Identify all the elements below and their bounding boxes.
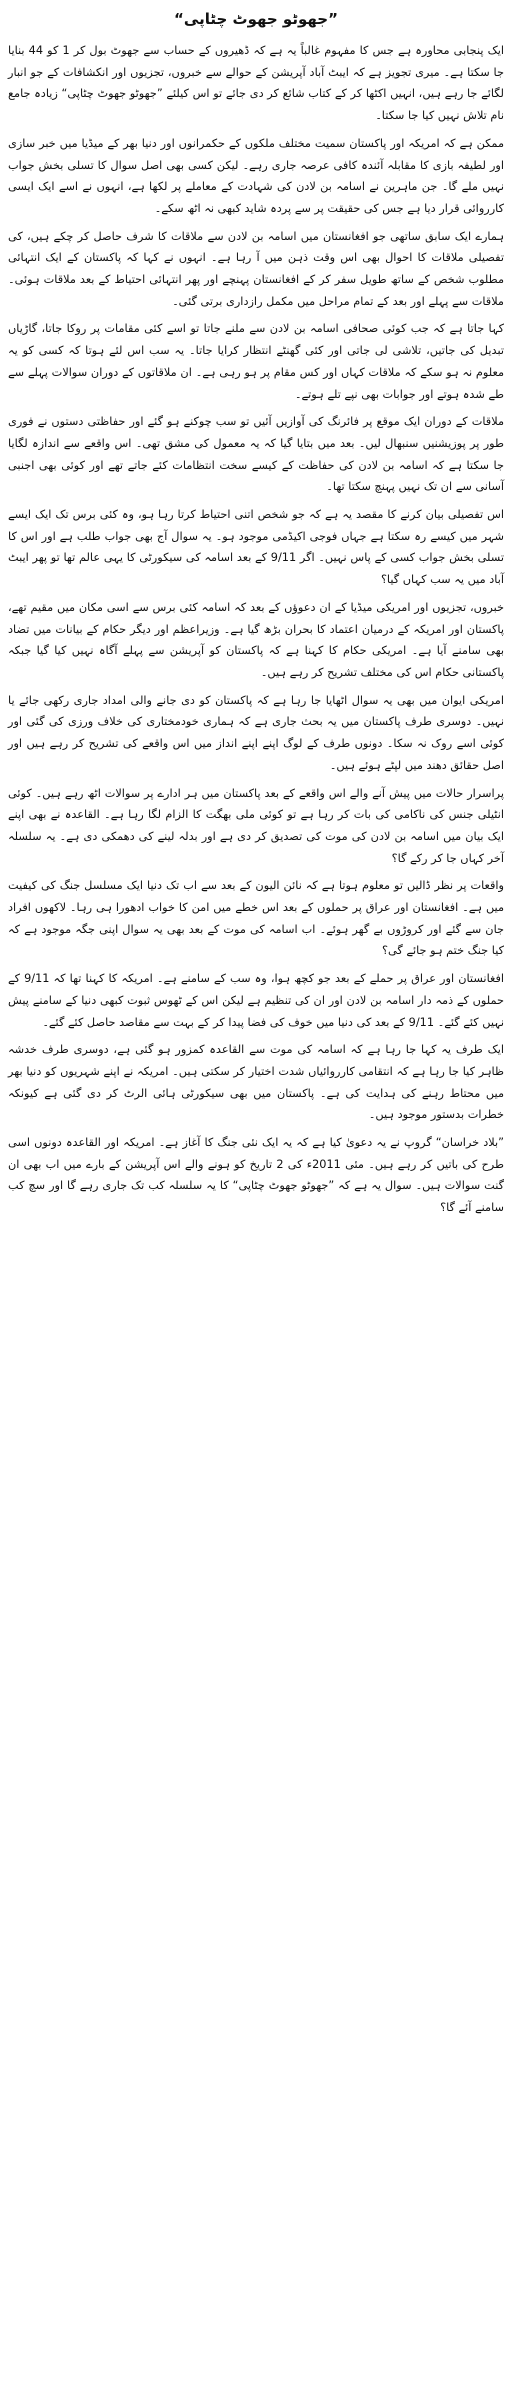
article-paragraph: کہا جاتا ہے کہ جب کوئی صحافی اسامہ بن لادن سے ملنے جاتا تو اسے کئی مقامات پر روکا جاتا، گاڑیاں تبدیل کی جاتیں، تلاشی لی جاتی اور کئی گھنٹے انتظار کرایا جاتا۔ یہ سب اس لئے ہوتا کہ کسی کو یہ معلوم نہ ہو سکے کہ ملاقات کہاں اور کس مقام پر ہو رہی ہے۔ ان ملاقاتوں کے دوران سوالات پہلے سے طے شدہ ہوتے اور جوابات بھی نپے تلے ہوتے۔ [8, 322, 504, 401]
article-paragraph: ممکن ہے کہ امریکہ اور پاکستان سمیت مختلف ملکوں کے حکمرانوں اور دنیا بھر کے میڈیا میں خبر سازی اور لطیفہ بازی کا مقابلہ آئندہ کافی عرصہ جاری رہے۔ لیکن کسی بھی اصل سوال کا تسلی بخش جواب نہیں ملے گا۔ جن ماہرین نے اسامہ بن لادن کی شہادت کے معاملے پر لکھا ہے، انہوں نے اسے ایک ایسی کارروائی قرار دیا ہے جس کی حقیقت پر سے پردہ شاید کبھی نہ اٹھ سکے۔ [8, 136, 504, 215]
article-paragraph: پراسرار حالات میں پیش آنے والے اس واقعے کے بعد پاکستان میں ہر ادارے پر سوالات اٹھ رہے ہیں۔ کوئی انٹیلی جنس کی ناکامی کی بات کر رہا ہے تو کوئی ملی بھگت کا الزام لگا رہا ہے۔ القاعدہ نے بھی اپنے ایک بیان میں اسامہ بن لادن کی موت کی تصدیق کر دی ہے اور بدلہ لینے کی دھمکی دی ہے۔ یہ سلسلہ آخر کہاں جا کر رکے گا؟ [8, 786, 504, 865]
article-paragraph: افغانستان اور عراق پر حملے کے بعد جو کچھ ہوا، وہ سب کے سامنے ہے۔ امریکہ کا کہنا تھا کہ 9/11 کے حملوں کے ذمہ دار اسامہ بن لادن اور ان کی تنظیم ہے لیکن اس کے ٹھوس ثبوت کبھی دنیا کے سامنے پیش نہیں کئے گئے۔ 9/11 کے بعد کی دنیا میں خوف کی فضا پیدا کر کے بہت سے مقاصد حاصل کئے گئے۔ [8, 972, 504, 1029]
article-paragraph: ایک پنجابی محاورہ ہے جس کا مفہوم غالباً یہ ہے کہ ڈھیروں کے حساب سے جھوٹ بول کر 1 کو 44 بنایا جا سکتا ہے۔ میری تجویز ہے کہ ایبٹ آباد آپریشن کے حوالے سے خبروں، تجزیوں اور انکشافات کے جو انبار لگائے جا رہے ہیں، انہیں اکٹھا کر کے کتاب شائع کر دی جائے تو اس کیلئے ”جھوٹو جھوٹ چٹاپی“ زیادہ جامع نام تلاش نہیں کیا جا سکتا۔ [8, 44, 504, 123]
article-paragraph: ”بلاد خراسان“ گروپ نے یہ دعویٰ کیا ہے کہ یہ ایک نئی جنگ کا آغاز ہے۔ امریکہ اور القاعدہ دونوں اسی طرح کی باتیں کر رہے ہیں۔ مئی 2011ء کی 2 تاریخ کو ہونے والے اس آپریشن کے بارے میں اب بھی ان گنت سوالات ہیں۔ سوال یہ ہے کہ ”جھوٹو جھوٹ چٹاپی“ کا یہ سلسلہ کب تک جاری رہے گا اور سچ کب سامنے آئے گا؟ [8, 1136, 504, 1215]
article-paragraph: ملاقات کے دوران ایک موقع پر فائرنگ کی آوازیں آئیں تو سب چوکنے ہو گئے اور حفاظتی دستوں نے فوری طور پر پوزیشنیں سنبھال لیں۔ بعد میں بتایا گیا کہ یہ معمول کی مشق تھی۔ اس واقعے سے اندازہ لگایا جا سکتا ہے کہ اسامہ بن لادن کی حفاظت کے کیسے سخت انتظامات کئے جاتے تھے اور کوئی بھی اجنبی آسانی سے ان تک نہیں پہنچ سکتا تھا۔ [8, 415, 504, 494]
article-paragraph: اس تفصیلی بیان کرنے کا مقصد یہ ہے کہ جو شخص اتنی احتیاط کرتا رہا ہو، وہ کئی برس تک ایک ایسے شہر میں کیسے رہ سکتا ہے جہاں فوجی اکیڈمی موجود ہو۔ یہ سوال آج بھی جواب طلب ہے اور اس کا تسلی بخش جواب کسی کے پاس نہیں۔ اگر 9/11 کے بعد اسامہ کی سیکورٹی کا یہی عالم تھا تو پھر ایبٹ آباد میں یہ سب کہاں گیا؟ [8, 508, 504, 587]
article-body [8, 40, 504, 1219]
article-paragraph: خبروں، تجزیوں اور امریکی میڈیا کے ان دعوؤں کے بعد کہ اسامہ کئی برس سے اسی مکان میں مقیم تھے، پاکستان اور امریکہ کے درمیان اعتماد کا بحران بڑھ گیا ہے۔ وزیراعظم اور دیگر حکام کے بیانات میں تضاد بھی سامنے آیا ہے۔ امریکی حکام کا کہنا ہے کہ پاکستان کو آپریشن سے پہلے آگاہ نہیں کیا گیا جبکہ پاکستانی حکام اس کی مختلف تشریح کر رہے ہیں۔ [8, 600, 504, 679]
article-paragraph: ایک طرف یہ کہا جا رہا ہے کہ اسامہ کی موت سے القاعدہ کمزور ہو گئی ہے، دوسری طرف خدشہ ظاہر کیا جا رہا ہے کہ انتقامی کارروائیاں شدت اختیار کر سکتی ہیں۔ امریکہ نے اپنے شہریوں کو دنیا بھر میں محتاط رہنے کی ہدایت کی ہے۔ پاکستان میں بھی سیکورٹی ہائی الرٹ کر دی گئی ہے کیونکہ خطرات بدستور موجود ہیں۔ [8, 1043, 504, 1122]
article-headline: ”جھوٹو جھوٹ چٹاپی“ [174, 10, 338, 28]
article-paragraph: واقعات پر نظر ڈالیں تو معلوم ہوتا ہے کہ نائن الیون کے بعد سے اب تک دنیا ایک مسلسل جنگ کی کیفیت میں ہے۔ افغانستان اور عراق پر حملوں کے بعد اس خطے میں امن کا خواب ادھورا ہی رہا۔ لاکھوں افراد جان سے گئے اور کروڑوں بے گھر ہوئے۔ اب اسامہ کی موت کے بعد بھی یہ سوال اپنی جگہ موجود ہے کہ کیا جنگ ختم ہو جائے گی؟ [8, 879, 504, 958]
article-paragraph: امریکی ایوان میں بھی یہ سوال اٹھایا جا رہا ہے کہ پاکستان کو دی جانے والی امداد جاری رکھی جائے یا نہیں۔ دوسری طرف پاکستان میں یہ بحث جاری ہے کہ ہماری خودمختاری کی خلاف ورزی کی گئی اور کوئی اسے روک نہ سکا۔ دونوں طرف کے لوگ اپنے اپنے انداز میں اس واقعے کی تشریح کر رہے ہیں اور اصل حقائق دھند میں لپٹے ہوئے ہیں۔ [8, 693, 504, 772]
article-paragraph: ہمارے ایک سابق ساتھی جو افغانستان میں اسامہ بن لادن سے ملاقات کا شرف حاصل کر چکے ہیں، کی تفصیلی ملاقات کا احوال بھی اس وقت ذہن میں آ رہا ہے۔ انہوں نے کہا کہ پاکستان کے ایک انتہائی مطلوب شخص کے ساتھ طویل سفر کر کے افغانستان پہنچے اور پھر انتہائی احتیاط کے بعد ملاقات ہوئی۔ ملاقات سے پہلے اور بعد کے تمام مراحل میں مکمل رازداری برتی گئی۔ [8, 229, 504, 308]
